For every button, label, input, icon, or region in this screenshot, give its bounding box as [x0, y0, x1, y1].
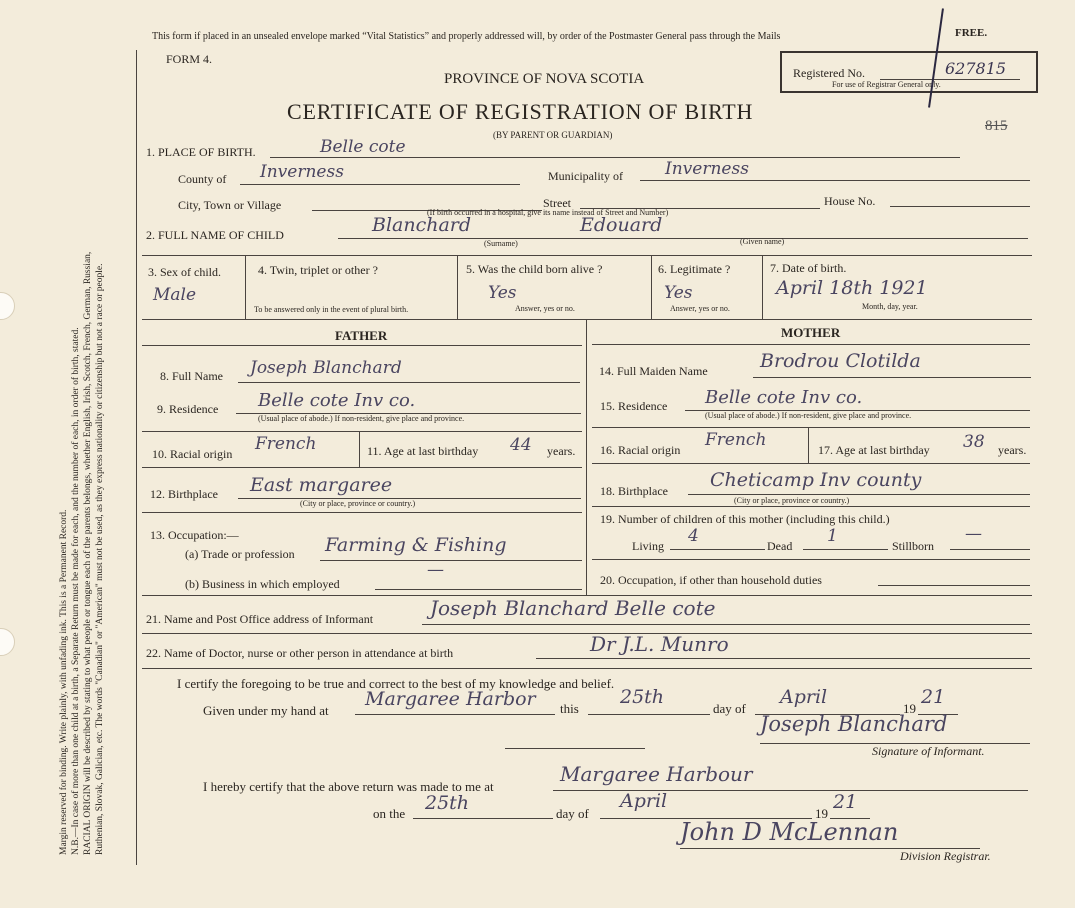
sex-value: Male [153, 285, 197, 305]
registrar-day-of-label: day of [556, 806, 589, 821]
father-age-label: 11. Age at last birthday [367, 444, 479, 458]
doctor-bottom [142, 668, 1032, 669]
place-of-birth-value: Belle cote [320, 137, 406, 157]
mother-racial-label: 16. Racial origin [600, 443, 681, 457]
given-month-value: April [780, 686, 828, 708]
mother-racial-divider [808, 427, 809, 463]
trade-label: (a) Trade or profession [185, 547, 295, 561]
dead-label: Dead [767, 539, 793, 553]
this-label: this [560, 701, 579, 716]
father-birthplace-bottom [142, 512, 582, 513]
margin-line-1: Margin reserved for binding. Write plainly, with unfading ink. This is a Permanent Record. [59, 509, 69, 855]
date-value: April 18th 1921 [776, 277, 928, 299]
form-number: FORM 4. [166, 52, 213, 66]
date-label: 7. Date of birth. [770, 261, 847, 275]
punch-hole-bottom [0, 628, 15, 656]
informant-value: Joseph Blanchard Belle cote [430, 596, 716, 620]
registrar-day-value: 25th [425, 792, 470, 814]
mother-birthplace-line [688, 494, 1030, 495]
father-age-value: 44 [510, 435, 532, 455]
hereby-statement: I hereby certify that the above return was made to me at [203, 779, 494, 794]
legitimate-note: Answer, yes or no. [670, 304, 730, 313]
father-residence-label: 9. Residence [157, 402, 219, 416]
business-line [375, 589, 582, 590]
margin-line-3: RACIAL ORIGIN will be described by stating to what people or tongue each of the parents belongs, whether English, Irish, Scotch, French, German, Russian, [83, 251, 93, 855]
stillborn-label: Stillborn [892, 539, 935, 553]
house-line [890, 206, 1030, 207]
street-label: Street [543, 196, 571, 210]
on-the-label: on the [373, 806, 406, 821]
municipality-value: Inverness [665, 159, 749, 179]
twin-note: To be answered only in the event of plural birth. [254, 305, 409, 314]
row-divider-4 [762, 255, 763, 319]
certify-statement: I certify the foregoing to be true and correct to the best of my knowledge and belief. [177, 676, 615, 691]
registrar-use-note: For use of Registrar General only. [832, 80, 941, 89]
row-boxes-top [142, 255, 1032, 256]
informant-line [422, 624, 1030, 625]
mother-racial-value: French [705, 430, 767, 450]
mother-name-line [753, 377, 1031, 378]
mother-name-label: 14. Full Maiden Name [599, 364, 708, 378]
mother-residence-value: Belle cote Inv co. [705, 387, 863, 408]
father-occupation-label: 13. Occupation:— [150, 528, 239, 542]
father-name-value: Joseph Blanchard [250, 358, 402, 378]
hospital-note: (If birth occurred in a hospital, give its name instead of Street and Number) [427, 208, 669, 217]
certification-divider [505, 748, 645, 749]
margin-line-4: Ruthenian, Slovak, Galician, etc. The words "Canadian" or "American" must not be used, as they express nationality or citizenship but not a race or people. [95, 263, 105, 855]
living-label: Living [632, 539, 664, 553]
informant-label: 21. Name and Post Office address of Informant [146, 612, 374, 626]
house-label: House No. [824, 194, 876, 208]
given-label: Given under my hand at [203, 703, 329, 718]
registered-number: 627815 [945, 59, 1007, 78]
margin-line-2: N.B.—In case of more than one child at a birth, a Separate Return must be made for each, and the number of each, in order of birth, stated. [71, 327, 81, 855]
mother-age-label: 17. Age at last birthday [818, 443, 930, 457]
sex-label: 3. Sex of child. [148, 265, 221, 279]
trade-value: Farming & Fishing [325, 534, 507, 556]
certificate-subtitle: (BY PARENT OR GUARDIAN) [493, 130, 613, 140]
county-value: Inverness [260, 162, 344, 182]
business-value: — [427, 560, 444, 580]
father-heading-rule [142, 345, 582, 346]
place-of-birth-label: 1. PLACE OF BIRTH. [146, 145, 256, 159]
doctor-line [536, 658, 1030, 659]
given-day-line [588, 714, 710, 715]
father-racial-label: 10. Racial origin [152, 447, 233, 461]
parents-divider [586, 320, 587, 595]
mother-occupation-line [878, 585, 1030, 586]
row-divider-2 [457, 255, 458, 319]
registrar-place-value: Margaree Harbour [560, 762, 753, 786]
mother-residence-note: (Usual place of abode.) If non-resident, give place and province. [705, 411, 912, 420]
date-note: Month, day, year. [862, 302, 918, 311]
father-residence-note: (Usual place of abode.) If non-resident, give place and province. [258, 414, 465, 423]
registrar-label: Division Registrar. [900, 849, 991, 863]
mother-children-top [592, 506, 1030, 507]
margin-rule [136, 50, 137, 865]
child-name-line [338, 238, 1028, 239]
surname-note: (Surname) [484, 239, 518, 248]
doctor-label: 22. Name of Doctor, nurse or other person in attendance at birth [146, 646, 454, 660]
free-stamp: FREE. [955, 27, 988, 39]
given-place-line [355, 714, 555, 715]
row-boxes-bottom [142, 319, 1032, 320]
father-residence-value: Belle cote Inv co. [258, 390, 416, 411]
mother-birthplace-note: (City or place, province or country.) [734, 496, 850, 505]
given-year-prefix: 19 [903, 701, 916, 716]
trade-line [320, 560, 582, 561]
mother-heading-rule [592, 344, 1030, 345]
mail-notice: This form if placed in an unsealed envelope marked “Vital Statistics” and properly addressed will, by order of the Postmaster General pass through the Mails [152, 31, 781, 42]
city-label: City, Town or Village [178, 198, 282, 212]
registrar-day-line [413, 818, 553, 819]
stillborn-line [950, 549, 1030, 550]
father-years: years. [547, 444, 576, 458]
mother-birthplace-value: Cheticamp Inv county [710, 469, 922, 491]
mother-occupation-label: 20. Occupation, if other than household duties [600, 573, 822, 587]
informant-bottom [142, 633, 1032, 634]
given-day-of-label: day of [713, 701, 746, 716]
informant-signature-label: Signature of Informant. [872, 744, 985, 758]
registrar-year-value: 21 [833, 791, 858, 813]
child-surname-value: Blanchard [372, 214, 472, 236]
registered-label: Registered No. [793, 66, 865, 80]
father-racial-divider [359, 431, 360, 467]
legitimate-label: 6. Legitimate ? [658, 262, 731, 276]
mother-racial-top [592, 427, 1030, 428]
municipality-label: Municipality of [548, 169, 623, 183]
mother-heading: MOTHER [781, 325, 841, 340]
dead-line [803, 549, 888, 550]
given-year-value: 21 [921, 686, 946, 708]
county-line [240, 184, 520, 185]
row-divider-1 [245, 255, 246, 319]
registrar-signature: John D McLennan [680, 818, 899, 846]
father-name-line [238, 382, 580, 383]
stillborn-value: — [965, 524, 982, 544]
given-place-value: Margaree Harbor [365, 688, 536, 710]
county-label: County of [178, 172, 227, 186]
father-birthplace-label: 12. Birthplace [150, 487, 218, 501]
mother-children-bottom [592, 559, 1030, 560]
registrar-year-prefix: 19 [815, 806, 828, 821]
twin-label: 4. Twin, triplet or other ? [258, 263, 378, 277]
doctor-value: Dr J.L. Munro [590, 632, 729, 656]
father-birthplace-value: East margaree [250, 474, 393, 496]
informant-signature: Joseph Blanchard [760, 712, 948, 736]
given-day-value: 25th [620, 686, 665, 708]
margin-instructions [58, 25, 138, 855]
living-line [670, 549, 765, 550]
mother-name-value: Brodrou Clotilda [760, 350, 921, 372]
alive-label: 5. Was the child born alive ? [466, 262, 603, 276]
municipality-line [640, 180, 1030, 181]
corner-number: 815 [985, 118, 1008, 134]
certificate-title: CERTIFICATE OF REGISTRATION OF BIRTH [287, 99, 754, 124]
row-divider-3 [651, 255, 652, 319]
punch-hole-top [0, 292, 15, 320]
dead-value: 1 [827, 526, 838, 546]
father-racial-bottom [142, 467, 582, 468]
father-racial-top [142, 431, 582, 432]
province-title: PROVINCE OF NOVA SCOTIA [444, 71, 645, 87]
mother-residence-label: 15. Residence [600, 399, 668, 413]
father-name-label: 8. Full Name [160, 369, 223, 383]
business-label: (b) Business in which employed [185, 577, 340, 591]
mother-years: years. [998, 443, 1027, 457]
registrar-month-value: April [620, 790, 668, 812]
child-name-label: 2. FULL NAME OF CHILD [146, 228, 284, 242]
legitimate-value: Yes [664, 283, 693, 303]
father-racial-value: French [255, 434, 317, 454]
father-heading: FATHER [335, 328, 388, 343]
alive-value: Yes [488, 283, 517, 303]
alive-note: Answer, yes or no. [515, 304, 575, 313]
given-note: (Given name) [740, 237, 785, 246]
child-given-value: Edouard [580, 214, 663, 236]
mother-age-value: 38 [963, 432, 985, 452]
living-value: 4 [688, 526, 699, 546]
father-birthplace-note: (City or place, province or country.) [300, 499, 416, 508]
children-label: 19. Number of children of this mother (including this child.) [600, 512, 890, 526]
mother-racial-bottom [592, 463, 1030, 464]
mother-birthplace-label: 18. Birthplace [600, 484, 668, 498]
place-line [270, 157, 960, 158]
